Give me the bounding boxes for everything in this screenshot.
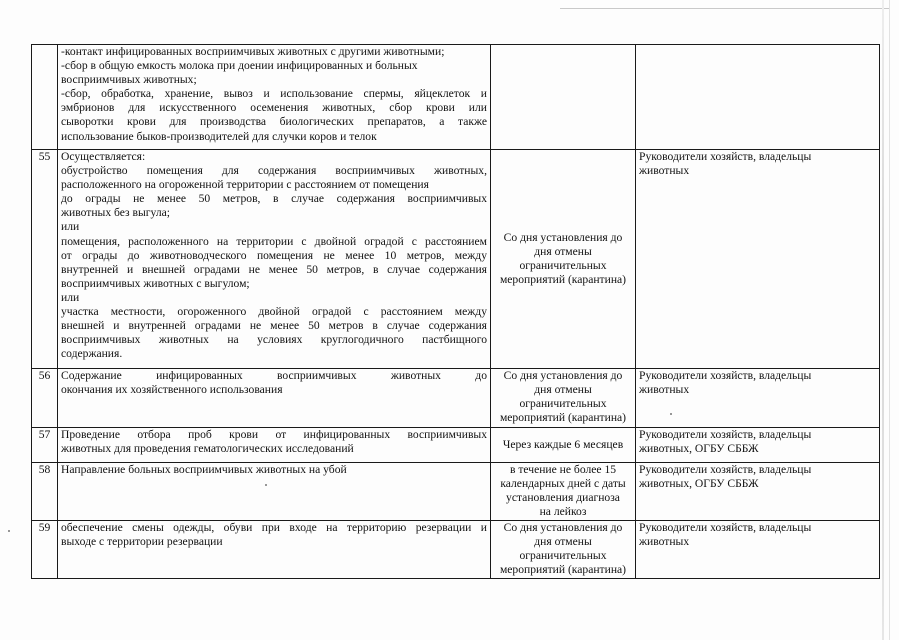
text-line: от ограды до животноводческого помещения не менее 10 метров, между — [61, 248, 487, 262]
text-line: животных, ОГБУ СББЖ — [639, 442, 759, 456]
responsible-party — [636, 428, 880, 463]
text-line: Со дня установления до — [503, 521, 623, 534]
measure-term — [491, 150, 636, 369]
text-line: выходе с территории резервации — [61, 535, 223, 549]
text-line: внешней и внутренней оградами не менее 50 метров в случае содержания — [61, 319, 487, 333]
text-line: установления диагноза — [506, 491, 620, 505]
responsible-party — [636, 369, 880, 428]
text-line: мероприятий (карантина) — [499, 273, 627, 287]
text-line: мероприятий (карантина) — [499, 563, 627, 577]
text-line: животных для проведения гематологических исследований — [61, 442, 354, 456]
scan-speck — [8, 530, 10, 532]
text-line: Руководители хозяйств, владельцы — [639, 150, 812, 163]
text-line: сыворотки крови для производства биологических препаратов, а также — [61, 115, 487, 129]
responsible-party — [636, 150, 880, 369]
measure-term — [491, 521, 636, 579]
text-line: эмбрионов для искусственного осеменения животных, сбор крови или — [61, 101, 487, 115]
text-line: дня отмены — [534, 535, 592, 549]
text-line: внутренней и внешней оградами не менее 50 метров, в случае содержания — [61, 262, 487, 276]
measure-term — [491, 428, 636, 463]
text-line: дня отмены — [534, 383, 592, 397]
table-row — [32, 150, 880, 369]
text-line: на лейкоз — [539, 505, 587, 519]
text-line: использование быков-производителей для случки коров и телок — [61, 129, 377, 143]
text-line: Руководители хозяйств, владельцы — [639, 463, 812, 476]
text-line: окончания их хозяйственного использования — [61, 383, 283, 397]
text-line: восприимчивых животных; — [61, 73, 197, 87]
row-number: 55 — [32, 150, 58, 369]
text-line: восприимчивых животных с выгулом; — [61, 276, 250, 290]
text-line: ограничительных — [519, 549, 607, 563]
text-line: ограничительных — [519, 397, 607, 411]
row-number: 57 — [32, 428, 58, 463]
text-line: расположенного на огороженной территории с расстоянием от помещения — [61, 178, 429, 192]
text-line: Через каждые 6 месяцев — [502, 437, 624, 451]
text-line: животных — [639, 164, 690, 178]
text-line: в течение не более 15 — [509, 463, 617, 476]
measure-description — [58, 463, 491, 521]
text-line: помещения, расположенного на территории с двойной оградой с расстоянием — [61, 234, 487, 248]
measures-table — [31, 44, 880, 579]
text-line: Осуществляется: — [61, 150, 146, 163]
text-line: животных — [639, 535, 690, 549]
responsible-party — [636, 521, 880, 579]
table-row — [32, 463, 880, 521]
measure-description — [58, 521, 491, 579]
text-line: календарных дней с даты — [500, 477, 626, 491]
table-row — [32, 521, 880, 579]
text-line: Проведение отбора проб крови от инфицированных восприимчивых — [61, 428, 487, 441]
text-line: -сбор в общую емкость молока при доении инфицированных и больных — [61, 59, 418, 73]
measure-description — [58, 369, 491, 428]
text-line: животных, ОГБУ СББЖ — [639, 477, 759, 491]
responsible-party — [636, 463, 880, 521]
text-line: ограничительных — [519, 259, 607, 272]
text-line: участка местности, огороженного двойной оградой с расстоянием между — [61, 305, 487, 319]
text-line: Руководители хозяйств, владельцы — [639, 521, 812, 534]
scan-page-edge — [889, 0, 890, 640]
scan-speck — [265, 484, 267, 486]
text-line: или — [61, 290, 80, 304]
text-line: Руководители хозяйств, владельцы — [639, 369, 812, 382]
text-line: содержания. — [61, 347, 123, 361]
row-number — [32, 45, 58, 150]
text-line: обеспечение смены одежды, обуви при входе на территорию резервации и — [61, 521, 487, 534]
text-line: Содержание инфицированных восприимчивых животных до — [61, 369, 487, 382]
row-number: 56 — [32, 369, 58, 428]
measure-description — [58, 150, 491, 369]
text-line: -сбор, обработка, хранение, вывоз и использование спермы, яйцеклеток и — [61, 87, 487, 101]
scan-artifact-line — [560, 8, 890, 9]
text-line: восприимчивых животных на условиях круглогодичного пастбищного — [61, 333, 487, 347]
table-row — [32, 45, 880, 150]
responsible-party — [636, 45, 880, 150]
row-number: 58 — [32, 463, 58, 521]
text-line: -контакт инфицированных восприимчивых животных с другими животными; — [61, 45, 445, 58]
measure-description — [58, 428, 491, 463]
measure-description — [58, 45, 491, 150]
text-line: мероприятий (карантина) — [499, 411, 627, 425]
measure-term — [491, 463, 636, 521]
scan-page-edge — [882, 0, 884, 640]
row-number: 59 — [32, 521, 58, 579]
measure-term — [491, 45, 636, 150]
text-line: дня отмены — [534, 244, 592, 258]
table-row — [32, 428, 880, 463]
scan-speck — [670, 413, 672, 415]
text-line: животных без выгула; — [61, 206, 170, 220]
measure-term — [491, 369, 636, 428]
text-line: обустройство помещения для содержания восприимчивых животных, — [61, 164, 487, 178]
table-body — [32, 45, 880, 579]
text-line: или — [61, 220, 80, 234]
text-line: Со дня установления до — [503, 230, 623, 244]
text-line: Со дня установления до — [503, 369, 623, 382]
table-row — [32, 369, 880, 428]
text-line: Направление больных восприимчивых животных на убой — [61, 463, 347, 476]
text-line: животных — [639, 383, 690, 397]
text-line: до ограды не менее 50 метров, в случае содержания восприимчивых — [61, 192, 487, 206]
text-line: Руководители хозяйств, владельцы — [639, 428, 812, 441]
